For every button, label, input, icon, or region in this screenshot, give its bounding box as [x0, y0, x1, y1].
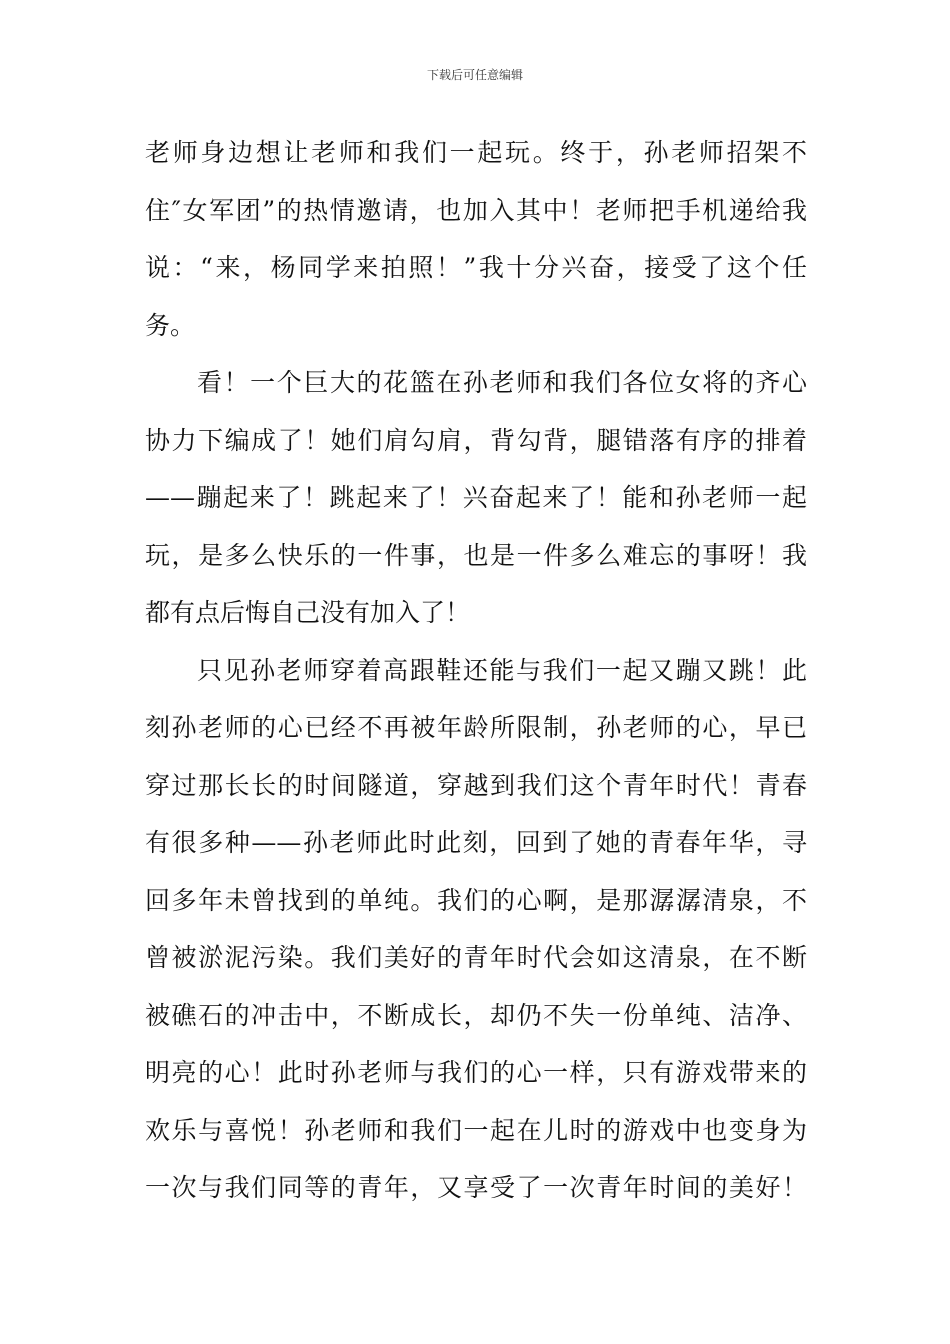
- text-line: 回多年未曾找到的单纯。我们的心啊，是那潺潺清泉，不: [145, 885, 807, 915]
- text-line: 刻孙老师的心已经不再被年龄所限制，孙老师的心，早已: [145, 713, 807, 742]
- text-line: 老师身边想让老师和我们一起玩。终于，孙老师招架不: [145, 138, 807, 167]
- text-line: 住″女军团”的热情邀请，也加入其中！老师把手机递给我: [145, 195, 807, 225]
- text-line: 穿过那长长的时间隧道，穿越到我们这个青年时代！青春: [145, 770, 807, 800]
- text-line: 协力下编成了！她们肩勾肩，背勾背，腿错落有序的排着: [145, 425, 807, 455]
- text-line: 只见孙老师穿着高跟鞋还能与我们一起又蹦又跳！此: [197, 655, 807, 685]
- text-line: 都有点后悔自己没有加入了！: [145, 598, 471, 627]
- text-line: 看！一个巨大的花篮在孙老师和我们各位女将的齐心: [197, 368, 807, 397]
- text-line: 被礁石的冲击中，不断成长，却仍不失一份单纯、洁净、: [145, 1000, 807, 1030]
- text-line: 有很多种——孙老师此时此刻，回到了她的青春年华，寻: [145, 828, 807, 857]
- text-line: 欢乐与喜悦！孙老师和我们一起在儿时的游戏中也变身为: [145, 1115, 807, 1145]
- text-line: ——蹦起来了！跳起来了！兴奋起来了！能和孙老师一起: [145, 483, 807, 512]
- text-line: 一次与我们同等的青年，又享受了一次青年时间的美好！: [145, 1173, 807, 1202]
- text-line: 明亮的心！此时孙老师与我们的心一样，只有游戏带来的: [145, 1058, 807, 1087]
- body-text: [145, 124, 807, 1217]
- text-line: 说：“来，杨同学来拍照！”我十分兴奋，接受了这个任: [145, 253, 807, 282]
- text-line: 玩，是多么快乐的一件事，也是一件多么难忘的事呀！我: [145, 540, 807, 570]
- text-line: 务。: [145, 310, 196, 340]
- page-header: 下载后可任意编辑: [426, 68, 523, 82]
- text-line: 曾被淤泥污染。我们美好的青年时代会如这清泉，在不断: [145, 943, 807, 972]
